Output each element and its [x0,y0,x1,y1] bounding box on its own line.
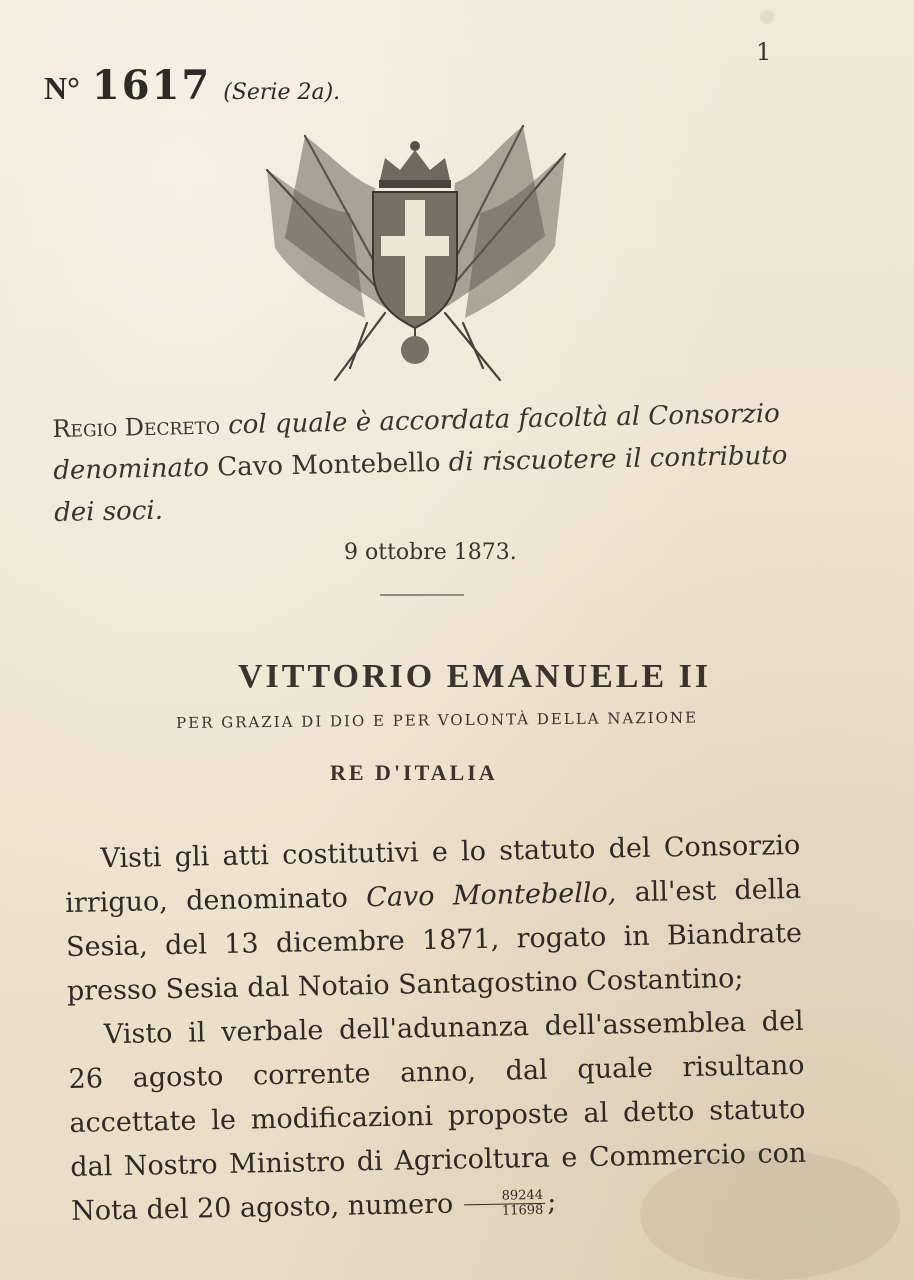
body-paragraph-1-text-a: Visti gli atti costitutivi e lo statuto del Consorzio irriguo, denominato [64,829,801,919]
decree-title-text-2: di riscuotere il contributo dei soci. [53,440,788,528]
number-prefix: N° [44,70,80,106]
decree-title-text-1: col quale è accordata facoltà al Consorzio denominato [53,398,781,486]
savoy-coat-of-arms-icon [255,118,575,388]
sovereign-title: RE D'ITALIA [330,760,498,785]
number-value: 1617 [91,62,212,109]
body-paragraph-1-name: Cavo Montebello, [365,877,617,914]
body-paragraph-1-text-b: all'est della Sesia, del 13 dicembre 1871, rogato in Biandrate presso Sesia dal Notaio Santagostino Costantino; [65,873,803,1007]
body-paragraph-2-text: Visto il verbale dell'adunanza dell'assemblea del 26 agosto corrente anno, dal quale risultano accettate le modificazioni proposte al detto statuto dal Nostro Ministro di Agricoltura e Commercio con Nota del 20 agosto, numero [68,1005,807,1227]
sovereign-grace-line: PER GRAZIA DI DIO E PER VOLONTÀ DELLA NAZIONE [176,708,699,732]
series-label: (Serie 2a). [223,80,341,105]
paper-spot [760,10,774,24]
decree-number [44,62,340,109]
decree-body [64,824,807,1234]
body-paragraph-2 [67,1000,807,1234]
fraction-denominator: 11698 [501,1202,544,1219]
decree-title-prefix: Regio Decreto [52,411,221,443]
decree-date: 9 ottobre 1873. [344,540,517,565]
decree-title-name: Cavo Montebello [216,447,441,483]
body-paragraph-1 [64,824,803,1014]
body-paragraph-2-end: ; [546,1186,557,1218]
sovereign-name: VITTORIO EMANUELE II [238,658,712,695]
page-number: 1 [756,38,772,66]
decree-title [52,393,794,534]
protocol-fraction [464,1189,546,1220]
fraction-numerator: 89244 [464,1189,546,1206]
divider-rule [380,594,464,596]
